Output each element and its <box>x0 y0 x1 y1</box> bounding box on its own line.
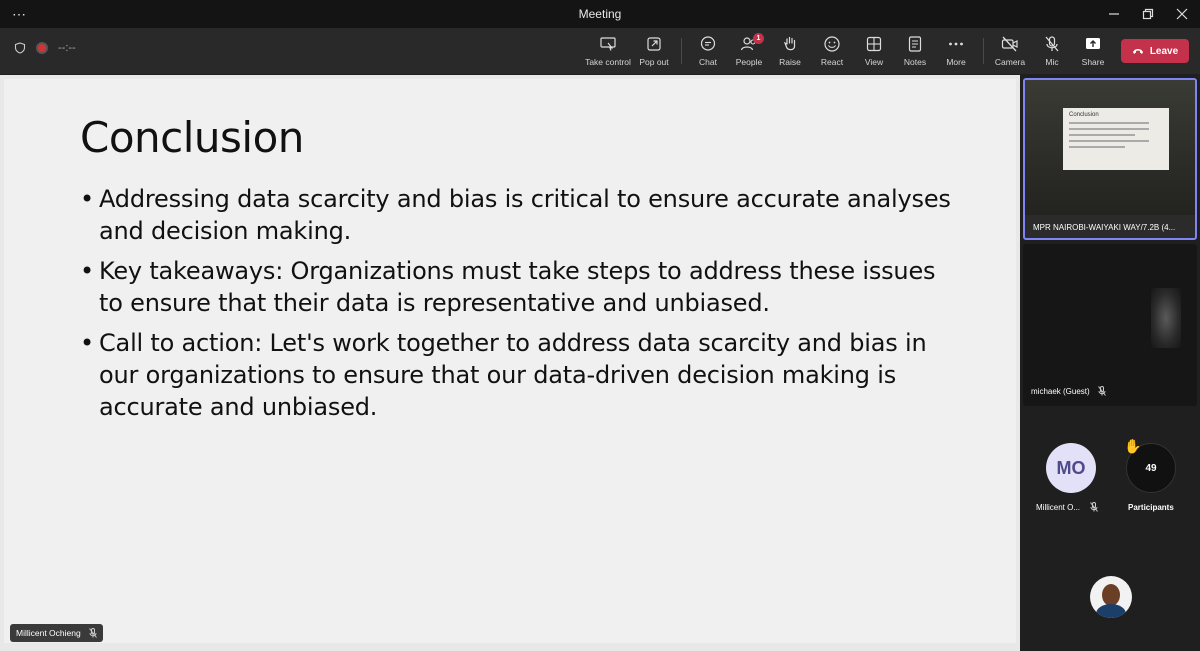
react-button[interactable] <box>808 35 856 69</box>
pop-out-label: Pop out <box>639 57 669 67</box>
people-badge: 1 <box>753 33 764 44</box>
shared-screen <box>0 75 1020 651</box>
minimize-icon[interactable] <box>1104 4 1124 24</box>
participant-count: 49 <box>1145 462 1157 474</box>
raise-label: Raise <box>779 57 801 67</box>
notes-icon <box>906 35 924 53</box>
pop-out-button[interactable] <box>630 35 678 69</box>
raise-hand-icon <box>781 35 799 53</box>
meeting-toolbar <box>0 28 1200 74</box>
meeting-status <box>14 42 76 54</box>
slide-bullet: • Call to action: Let's work together to address data scarcity and bias in our organizations to ensure that our data-driven decision making is accurate and unbiased. <box>80 327 960 423</box>
share-icon <box>1084 35 1102 53</box>
camera-label: Camera <box>994 57 1026 67</box>
chat-label: Chat <box>699 57 717 67</box>
react-icon <box>823 35 841 53</box>
participants-gallery <box>1020 75 1200 651</box>
chat-icon <box>699 35 717 53</box>
close-icon[interactable] <box>1172 4 1192 24</box>
take-control-icon <box>599 35 617 53</box>
window-title: Meeting <box>578 7 622 21</box>
participant-label <box>1036 502 1098 512</box>
shield-icon <box>14 42 26 54</box>
raise-hand-button[interactable] <box>766 35 814 69</box>
pop-out-icon <box>645 35 663 53</box>
participant-name: Millicent O... <box>1036 502 1081 512</box>
mic-muted-icon <box>1098 386 1106 396</box>
presenter-name-tag <box>10 624 103 642</box>
guest-name: michaek (Guest) <box>1031 386 1090 396</box>
guest-video-tile[interactable] <box>1023 244 1197 406</box>
meeting-timer: --:-- <box>58 42 76 54</box>
take-control-button[interactable] <box>584 35 632 69</box>
recording-icon <box>36 42 48 54</box>
avatar[interactable]: MO <box>1046 443 1096 493</box>
restore-icon[interactable] <box>1138 4 1158 24</box>
mic-muted-icon <box>89 628 97 638</box>
participants-label: Participants <box>1128 503 1174 512</box>
projected-slide-title: Conclusion <box>1069 112 1099 118</box>
share-label: Share <box>1081 57 1105 67</box>
share-button[interactable] <box>1069 35 1117 69</box>
mic-muted-icon <box>1090 502 1098 512</box>
leave-label: Leave <box>1149 45 1179 57</box>
self-view-avatar[interactable] <box>1090 576 1132 618</box>
projected-slide <box>1063 108 1169 170</box>
guest-video <box>1151 288 1181 348</box>
view-label: View <box>864 57 884 67</box>
notes-label: Notes <box>903 57 927 67</box>
room-video <box>1025 80 1195 215</box>
people-label: People <box>735 57 763 67</box>
mic-off-icon <box>1043 35 1061 53</box>
slide-bullets <box>80 183 960 431</box>
room-tile-label: MPR NAIROBI-WAIYAKI WAY/7.2B (4... <box>1033 223 1176 232</box>
more-icon <box>947 35 965 53</box>
slide-title: Conclusion <box>80 113 304 162</box>
view-icon <box>865 35 883 53</box>
window-controls <box>1104 4 1192 24</box>
presenter-name: Millicent Ochieng <box>16 628 81 638</box>
room-video-tile[interactable] <box>1023 78 1197 240</box>
toolbar-divider <box>983 38 984 64</box>
slide-bullet: • Key takeaways: Organizations must take steps to address these issues to ensure that their data is representative and unbiased. <box>80 255 960 319</box>
take-control-label: Take control <box>585 57 631 67</box>
more-button[interactable] <box>932 35 980 69</box>
window-menu-icon[interactable]: ⋯ <box>12 6 27 22</box>
guest-tile-label <box>1031 386 1106 396</box>
phone-hangup-icon <box>1132 47 1144 55</box>
more-label: More <box>946 57 966 67</box>
leave-button[interactable] <box>1121 39 1189 63</box>
raised-hand-icon: ✋ <box>1124 438 1142 454</box>
slide-bullet: • Addressing data scarcity and bias is critical to ensure accurate analyses and decision making. <box>80 183 960 247</box>
presentation-slide <box>4 79 1016 643</box>
toolbar-divider <box>681 38 682 64</box>
camera-off-icon <box>1001 35 1019 53</box>
window-titlebar <box>0 0 1200 28</box>
react-label: React <box>820 57 844 67</box>
camera-button[interactable] <box>986 35 1034 69</box>
mic-label: Mic <box>1045 57 1059 67</box>
